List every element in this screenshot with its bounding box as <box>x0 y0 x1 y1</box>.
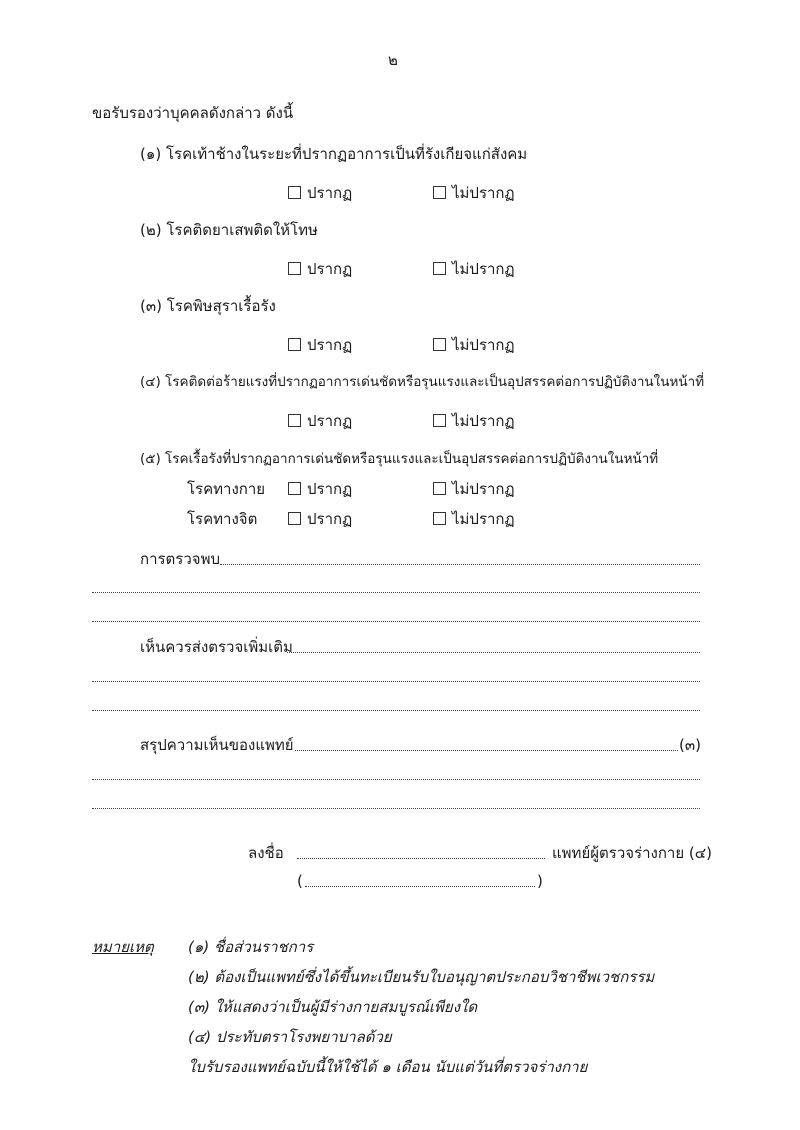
findings-line[interactable] <box>92 621 700 622</box>
item-4-label: (๔) โรคติดต่อร้ายแรงที่ปรากฏอาการเด่นชัดหรือรุนแรงและเป็นอุปสรรคต่อการปฏิบัติงานในหน้าที่ <box>140 374 705 390</box>
checkbox-icon[interactable] <box>288 512 301 525</box>
checkbox-icon[interactable] <box>288 414 301 427</box>
note-line: (๓) ให้แสดงว่าเป็นผู้มีร่างกายสมบูรณ์เพียงใด <box>188 998 478 1016</box>
name-close-paren: ) <box>537 872 543 890</box>
further-exam-line[interactable] <box>92 710 700 711</box>
conclusion-line[interactable] <box>92 779 700 780</box>
option-label: ปรากฏ <box>307 510 353 528</box>
note-line: (๔) ประทับตราโรงพยาบาลด้วย <box>188 1028 392 1046</box>
item-3-present-option[interactable] <box>288 335 352 355</box>
further-exam-line[interactable] <box>287 652 700 653</box>
option-label: ปรากฏ <box>307 184 353 202</box>
checkbox-icon[interactable] <box>433 512 446 525</box>
item-3-label: (๓) โรคพิษสุราเรื้อรัง <box>140 297 276 315</box>
checkbox-icon[interactable] <box>433 338 446 351</box>
conclusion-line[interactable] <box>295 750 678 751</box>
option-label: ไม่ปรากฏ <box>452 336 515 354</box>
mental-disease-label: โรคทางจิต <box>187 510 258 528</box>
checkbox-icon[interactable] <box>433 414 446 427</box>
checkbox-icon[interactable] <box>288 262 301 275</box>
note-line: (๒) ต้องเป็นแพทย์ซึ่งได้ขึ้นทะเบียนรับใบอนุญาตประกอบวิชาชีพเวชกรรม <box>188 968 655 986</box>
note-line: ใบรับรองแพทย์ฉบับนี้ให้ใช้ได้ ๑ เดือน นับแต่วันที่ตรวจร่างกาย <box>188 1058 588 1076</box>
mental-absent-option[interactable] <box>433 509 515 529</box>
item-1-label: (๑) โรคเท้าช้างในระยะที่ปรากฏอาการเป็นที่รังเกียจแก่สังคม <box>140 145 528 163</box>
item-5-label: (๕) โรคเรื้อรังที่ปรากฏอาการเด่นชัดหรือรุนแรงและเป็นอุปสรรคต่อการปฏิบัติงานในหน้าที่ <box>140 451 659 467</box>
conclusion-label: สรุปความเห็นของแพทย์ <box>140 736 294 754</box>
option-label: ไม่ปรากฏ <box>452 184 515 202</box>
checkbox-icon[interactable] <box>288 338 301 351</box>
findings-label: การตรวจพบ <box>140 550 220 568</box>
page-number: ๒ <box>388 51 398 69</box>
checkbox-icon[interactable] <box>433 482 446 495</box>
sign-label: ลงชื่อ <box>248 844 284 862</box>
item-1-absent-option[interactable] <box>433 183 515 203</box>
findings-line[interactable] <box>92 592 700 593</box>
note-line: (๑) ชื่อส่วนราชการ <box>188 938 314 956</box>
item-2-label: (๒) โรคติดยาเสพติดให้โทษ <box>140 221 318 239</box>
further-exam-label: เห็นควรส่งตรวจเพิ่มเติม <box>140 638 293 656</box>
option-label: ปรากฏ <box>307 336 353 354</box>
option-label: ไม่ปรากฏ <box>452 260 515 278</box>
option-label: ปรากฏ <box>307 412 353 430</box>
item-4-present-option[interactable] <box>288 411 352 431</box>
option-label: ปรากฏ <box>307 260 353 278</box>
intro-text: ขอรับรองว่าบุคคลดังกล่าว ดังนี้ <box>92 104 294 122</box>
printed-name-line[interactable] <box>305 886 535 887</box>
item-2-absent-option[interactable] <box>433 259 515 279</box>
conclusion-line[interactable] <box>92 808 700 809</box>
doctor-label: แพทย์ผู้ตรวจร่างกาย (๔) <box>552 844 712 862</box>
physical-disease-label: โรคทางกาย <box>187 480 266 498</box>
checkbox-icon[interactable] <box>433 262 446 275</box>
mental-present-option[interactable] <box>288 509 352 529</box>
name-open-paren: ( <box>297 872 303 890</box>
option-label: ไม่ปรากฏ <box>452 480 515 498</box>
checkbox-icon[interactable] <box>288 482 301 495</box>
signature-line[interactable] <box>297 858 545 859</box>
physical-present-option[interactable] <box>288 479 352 499</box>
item-4-absent-option[interactable] <box>433 411 515 431</box>
findings-line[interactable] <box>220 564 700 565</box>
checkbox-icon[interactable] <box>433 186 446 199</box>
physical-absent-option[interactable] <box>433 479 515 499</box>
notes-heading: หมายเหตุ <box>92 938 154 956</box>
further-exam-line[interactable] <box>92 681 700 682</box>
item-1-present-option[interactable] <box>288 183 352 203</box>
option-label: ไม่ปรากฏ <box>452 510 515 528</box>
conclusion-ref: (๓) <box>679 736 701 754</box>
option-label: ปรากฏ <box>307 480 353 498</box>
checkbox-icon[interactable] <box>288 186 301 199</box>
option-label: ไม่ปรากฏ <box>452 412 515 430</box>
item-3-absent-option[interactable] <box>433 335 515 355</box>
item-2-present-option[interactable] <box>288 259 352 279</box>
